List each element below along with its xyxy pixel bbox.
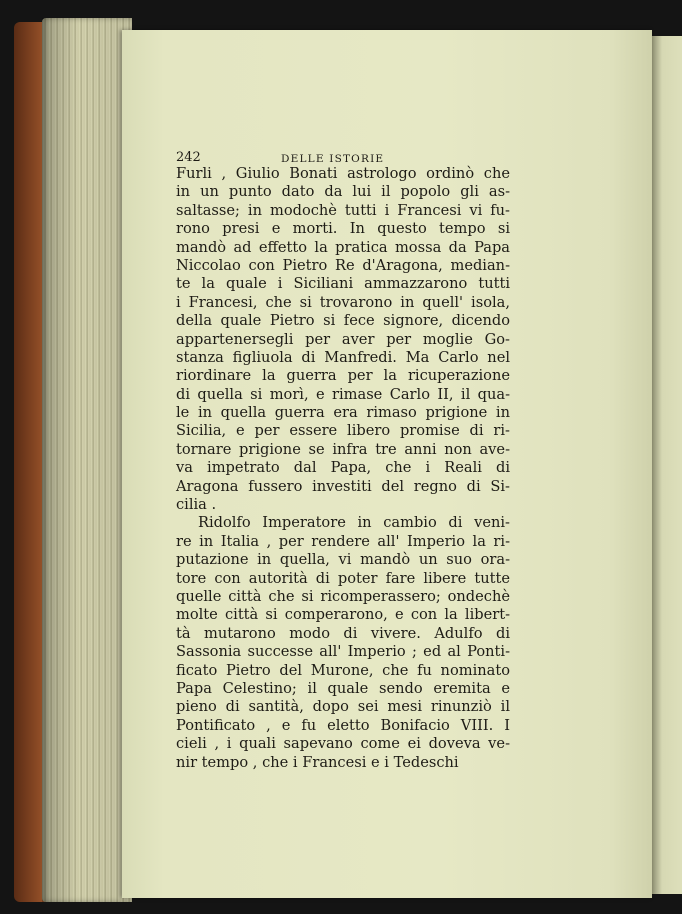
text-line: stanza figliuola di Manfredi. Ma Carlo nel: [176, 348, 510, 366]
text-line: cilia .: [176, 496, 217, 514]
text-line: i Francesi, che si trovarono in quell' isola,: [176, 293, 510, 311]
text-line: della quale Pietro si fece signore, dicendo: [176, 312, 510, 330]
text-line: re in Italia , per rendere all' Imperio la ri-: [176, 532, 510, 550]
text-line: di quella si morì, e rimase Carlo II, il qua-: [176, 385, 510, 403]
text-line: in un punto dato da lui il popolo gli as-: [176, 183, 510, 201]
text-line: tornare prigione se infra tre anni non ave-: [176, 440, 510, 458]
text-line: Sicilia, e per essere libero promise di ri-: [176, 422, 510, 440]
running-title: DELLE ISTORIE: [281, 153, 385, 165]
page-edges: [42, 18, 132, 902]
text-line: te la quale i Siciliani ammazzarono tutti: [176, 275, 510, 293]
text-line: saltasse; in modochè tutti i Francesi vi fu-: [176, 201, 510, 219]
text-block: [176, 151, 510, 772]
text-line: appartenersegli per aver per moglie Go-: [176, 330, 510, 348]
text-line: ficato Pietro del Murone, che fu nominato: [176, 661, 510, 679]
text-line: nir tempo , che i Francesi e i Tedeschi: [176, 753, 459, 771]
text-line: riordinare la guerra per la ricuperazione: [176, 367, 510, 385]
text-line: tore con autorità di poter fare libere tutte: [176, 569, 510, 587]
text-line: cieli , i quali sapevano come ei doveva ve-: [176, 735, 510, 753]
text-line: quelle città che si ricomperassero; ondechè: [176, 587, 510, 605]
facing-page-edge: [652, 36, 682, 894]
text-line: rono presi e morti. In questo tempo si: [176, 220, 510, 238]
text-line: le in quella guerra era rimaso prigione in: [176, 404, 510, 422]
text-line: Papa Celestino; il quale sendo eremita e: [176, 679, 510, 697]
text-line: Ridolfo Imperatore in cambio di veni-: [198, 514, 510, 532]
text-line: putazione in quella, vi mandò un suo ora-: [176, 551, 510, 569]
text-line: Niccolao con Pietro Re d'Aragona, median-: [176, 256, 510, 274]
running-head: [176, 151, 510, 165]
text-line: molte città si comperarono, e con la libert-: [176, 606, 510, 624]
body-text: [176, 165, 510, 772]
text-line: Furli , Giulio Bonati astrologo ordinò che: [176, 165, 510, 182]
text-line: Aragona fussero investiti del regno di Si-: [176, 477, 510, 495]
text-line: Pontificato , e fu eletto Bonifacio VIII. I: [176, 716, 510, 734]
text-line: mandò ad effetto la pratica mossa da Papa: [176, 238, 510, 256]
text-line: va impetrato dal Papa, che i Reali di: [176, 459, 510, 477]
page-number: 242: [176, 150, 201, 165]
text-line: tà mutarono modo di vivere. Adulfo di: [176, 624, 510, 642]
text-line: Sassonia successe all' Imperio ; ed al Ponti-: [176, 643, 510, 661]
text-line: pieno di santità, dopo sei mesi rinunziò il: [176, 698, 510, 716]
